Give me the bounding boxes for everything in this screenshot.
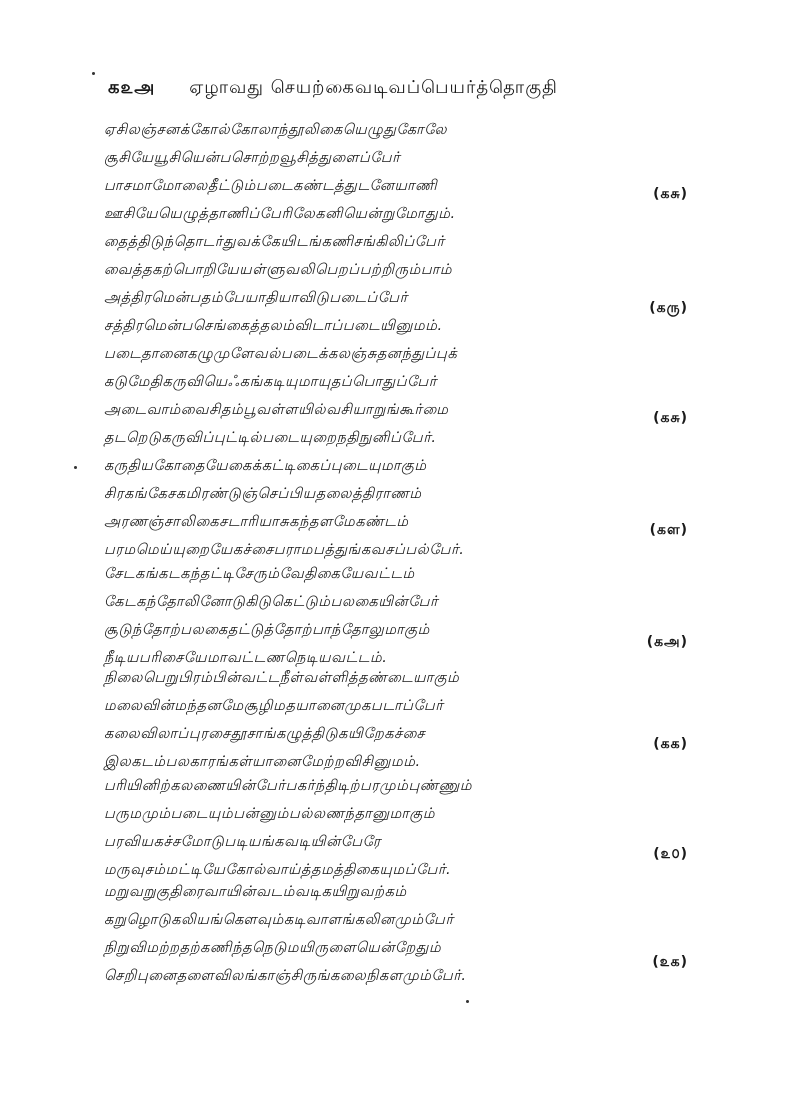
verse-line: கலைவிலாப்புரசைதூசாங்கழுத்திடுகயிறேகச்சை [104, 726, 426, 742]
verse-line: கருதியகோதையேகைக்கட்டிகைப்புடையுமாகும் [104, 458, 427, 474]
verse-number: (௨௦) [653, 846, 688, 862]
verse-line: இலகடம்பலகாரங்கள்யானைமேற்றவிசினுமம். [104, 754, 421, 770]
verse-line: கேடகந்தோலினோடுகிடுகெட்டும்பலகையின்பேர் [104, 594, 439, 610]
verse-line: சத்திரமென்பசெங்கைத்தலம்விடாப்படையினுமம். [104, 318, 443, 334]
verse-line: ஊசியேயெழுத்தாணிப்பேரிலேகனியென்றுமோதும். [104, 206, 456, 222]
verse-line: ஏசிலஞ்சனக்கோல்கோலாந்தூலிகையெழுதுகோலே [104, 122, 448, 138]
verse-line: பாசமாமோலைதீட்டும்படைகண்டத்துடனேயாணி [104, 178, 438, 194]
verse-number: (கரு) [649, 300, 688, 316]
page-header [108, 72, 668, 104]
verse-line: நிறுவிமற்றதற்கணிந்தநெடுமயிருளையென்றேதும் [104, 940, 442, 956]
print-speck [92, 72, 95, 75]
verse-stanza [104, 560, 704, 672]
verse-line: மருவுசம்மட்டியேகோல்வாய்த்தமத்திகையுமப்பேர். [104, 862, 452, 878]
verse-line: அரணஞ்சாலிகைசடாரியாசுகந்தளமேகண்டம் [104, 514, 409, 530]
verse-number: (கக) [653, 736, 688, 752]
verse-stanza [104, 878, 704, 990]
verse-line: சேடகங்கடகந்தட்டிசேரும்வேதிகையேவட்டம் [104, 566, 415, 582]
print-speck [466, 1000, 469, 1003]
verse-number: (கசு) [653, 186, 688, 202]
verse-number: (௨க) [652, 954, 688, 970]
verse-line: நிலைபெறுபிரம்பின்வட்டநீள்வள்ளித்தண்டையாகும் [104, 670, 460, 686]
verse-line: சூடுந்தோற்பலகைதட்டுத்தோற்பாந்தோலுமாகும் [104, 622, 430, 638]
verse-line: அத்திரமென்பதம்பேயாதியாவிடுபடைப்பேர் [104, 290, 408, 306]
verse-line: நீடியபரிசையேமாவட்டணநெடியவட்டம். [104, 650, 388, 666]
verse-line: கறுழொடுகலியங்கௌவும்கடிவாளங்கலினமும்பேர் [104, 912, 454, 928]
verse-stanza [104, 772, 704, 884]
verse-line: தைத்திடுந்தொடர்துவக்கேயிடங்கணிசங்கிலிப்பேர் [104, 234, 445, 250]
verse-line: அடைவாம்வைசிதம்பூவள்ளயில்வசியாறுங்கூர்மை [104, 402, 449, 418]
verse-line: பரமமெய்யுறையேகச்சைபராமபத்துங்கவசப்பல்பேர். [104, 542, 465, 558]
page-number: க௨அ [108, 76, 156, 98]
verse-line: சூசியேயூசியென்பசொற்றவூசித்துளைப்பேர் [104, 150, 401, 166]
verse-number: (கள) [649, 522, 688, 538]
verse-line: பருமமும்படையும்பன்னும்பல்லணந்தானுமாகும் [104, 806, 436, 822]
chapter-title: ஏழாவது செயற்கைவடிவப்பெயர்த்தொகுதி [189, 76, 558, 98]
verse-line: சிரகங்கேசகமிரண்டுஞ்செப்பியதலைத்திராணம் [104, 486, 422, 502]
verse-stanza [104, 228, 704, 340]
verse-line: மலைவின்மந்தனமேசூழிமதயானைமுகபடாப்பேர் [104, 698, 444, 714]
verse-number: (கசு) [653, 410, 688, 426]
verse-stanza [104, 116, 704, 228]
verse-line: பரியினிற்கலணையின்பேர்பகர்ந்திடிற்பரமும்புண்ணும் [104, 778, 473, 794]
verse-line: மறுவறுகுதிரைவாயின்வடம்வடிகயிறுவற்கம் [104, 884, 407, 900]
verse-line: வைத்தகற்பொறியேயள்ளுவலிபெறப்பற்றிரும்பாம் [104, 262, 453, 278]
verse-line: படைதானைகழுமுளேவல்படைக்கலஞ்சுதனந்துப்புக் [104, 346, 458, 362]
verse-line: செறிபுனைதளைவிலங்காஞ்சிருங்கலைநிகளமும்பேர். [104, 968, 467, 984]
verse-line: பரவியகச்சமோடுபடியங்கவடியின்பேரே [104, 834, 381, 850]
verse-stanza [104, 340, 704, 452]
print-speck [74, 466, 77, 469]
verse-stanza [104, 664, 704, 776]
verse-line: கடுமேதிகருவியெஃகங்கடியுமாயுதப்பொதுப்பேர் [104, 374, 437, 390]
verse-stanza [104, 452, 704, 564]
verse-line: தடறெடுகருவிப்புட்டில்படையுறைநதிநுனிப்பேர். [104, 430, 437, 446]
verse-number: (கஅ) [646, 634, 688, 650]
